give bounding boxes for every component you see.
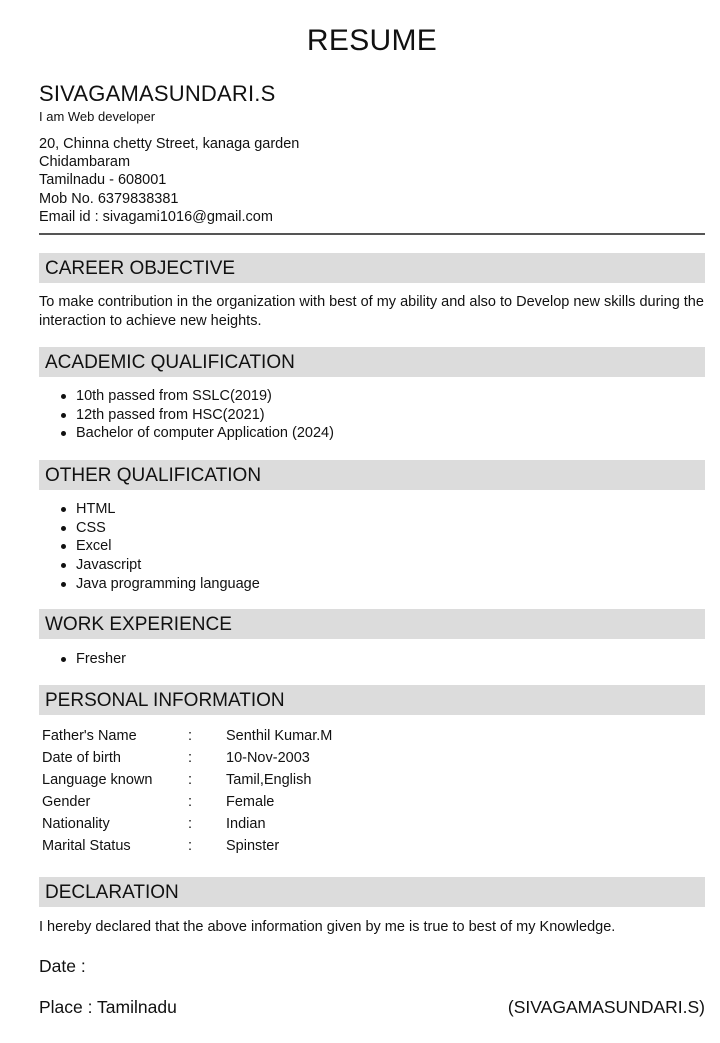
section-heading-text: PERSONAL INFORMATION bbox=[45, 690, 285, 711]
contact-address bbox=[39, 135, 299, 226]
candidate-tagline: I am Web developer bbox=[39, 109, 156, 124]
row-label: Date of birth bbox=[42, 750, 121, 766]
list-item: Bachelor of computer Application (2024) bbox=[58, 424, 334, 443]
work-experience-list bbox=[58, 650, 126, 669]
page-title: RESUME bbox=[306, 24, 438, 57]
row-label: Nationality bbox=[42, 816, 110, 832]
list-item: Javascript bbox=[58, 556, 260, 575]
row-value: 10-Nov-2003 bbox=[226, 750, 310, 766]
section-heading-work-experience bbox=[39, 609, 705, 639]
section-heading-text: WORK EXPERIENCE bbox=[45, 614, 232, 635]
section-heading-text: CAREER OBJECTIVE bbox=[45, 258, 236, 279]
row-value: Tamil,English bbox=[226, 772, 312, 788]
section-heading-declaration bbox=[39, 877, 705, 907]
row-separator: : bbox=[188, 816, 193, 832]
personal-information-table bbox=[42, 728, 462, 860]
row-value: Indian bbox=[226, 816, 266, 832]
row-label: Father's Name bbox=[42, 728, 137, 744]
row-value: Senthil Kumar.M bbox=[226, 728, 333, 744]
career-objective-text: To make contribution in the organization with best of my ability and also to Develop new skills during the interaction to achieve new heights. bbox=[39, 294, 704, 329]
section-heading-academic bbox=[39, 347, 705, 377]
address-line: Chidambaram bbox=[39, 154, 131, 171]
table-row bbox=[42, 728, 462, 750]
place-label: Place : Tamilnadu bbox=[39, 997, 177, 1017]
section-heading-text: OTHER QUALIFICATION bbox=[45, 465, 262, 486]
section-heading-other-qualification bbox=[39, 460, 705, 490]
list-item: Java programming language bbox=[58, 575, 260, 594]
table-row bbox=[42, 838, 462, 860]
table-row bbox=[42, 816, 462, 838]
row-value: Female bbox=[226, 794, 275, 810]
table-row bbox=[42, 772, 462, 794]
row-separator: : bbox=[188, 838, 193, 854]
row-separator: : bbox=[188, 794, 193, 810]
address-line: 20, Chinna chetty Street, kanaga garden bbox=[39, 136, 300, 152]
list-item: HTML bbox=[58, 500, 260, 519]
section-heading-personal-information bbox=[39, 685, 705, 715]
row-label: Language known bbox=[42, 772, 153, 788]
row-label: Marital Status bbox=[42, 838, 131, 854]
email-address: Email id : sivagami1016@gmail.com bbox=[39, 208, 273, 225]
list-item: Fresher bbox=[58, 650, 126, 669]
list-item: CSS bbox=[58, 519, 260, 538]
section-heading-text: ACADEMIC QUALIFICATION bbox=[45, 352, 295, 373]
other-qualification-list bbox=[58, 500, 260, 594]
list-item: Excel bbox=[58, 537, 260, 556]
declaration-text: I hereby declared that the above information given by me is true to best of my Knowledge. bbox=[39, 919, 616, 935]
section-heading-text: DECLARATION bbox=[45, 882, 179, 903]
mobile-number: Mob No. 6379838381 bbox=[39, 190, 179, 207]
header-divider bbox=[39, 233, 705, 235]
academic-list bbox=[58, 387, 334, 443]
table-row bbox=[42, 750, 462, 772]
address-line: Tamilnadu - 608001 bbox=[39, 172, 167, 189]
list-item: 10th passed from SSLC(2019) bbox=[58, 387, 334, 406]
row-separator: : bbox=[188, 728, 193, 744]
row-separator: : bbox=[188, 772, 193, 788]
candidate-name: SIVAGAMASUNDARI.S bbox=[39, 81, 276, 106]
table-row bbox=[42, 794, 462, 816]
list-item: 12th passed from HSC(2021) bbox=[58, 406, 334, 425]
row-separator: : bbox=[188, 750, 193, 766]
signature-name: (SIVAGAMASUNDARI.S) bbox=[507, 997, 705, 1017]
row-value: Spinster bbox=[226, 838, 280, 854]
row-label: Gender bbox=[42, 794, 91, 810]
section-heading-career-objective bbox=[39, 253, 705, 283]
date-label: Date : bbox=[39, 956, 86, 976]
